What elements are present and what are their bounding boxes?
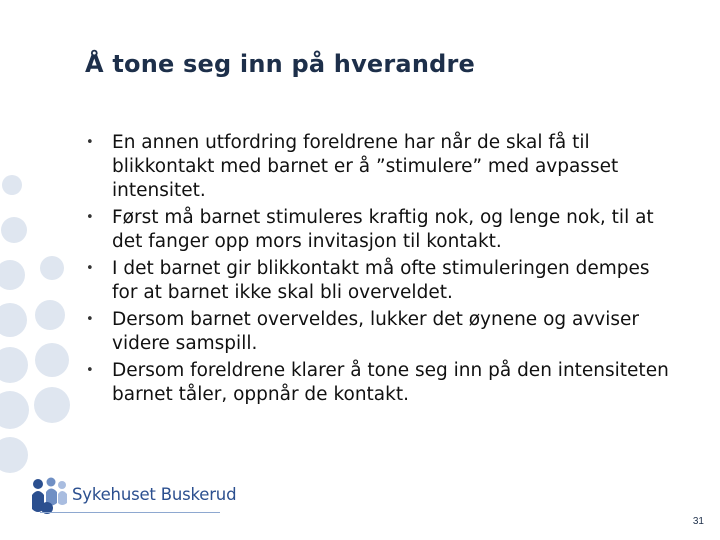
bullet-item: • I det barnet gir blikkontakt må ofte stimuleringen dempes for at barnet ikke skal bli overveldet. <box>86 257 676 305</box>
bullet-item: • Først må barnet stimuleres kraftig nok, og lenge nok, til at det fanger opp mors invitasjon til kontakt. <box>86 206 676 254</box>
bullet-item: • Dersom barnet overveldes, lukker det øynene og avviser videre samspill. <box>86 308 676 356</box>
slide-title: Å tone seg inn på hverandre <box>85 50 476 78</box>
logo-text: Sykehuset Buskerud <box>72 485 237 504</box>
bullet-list <box>86 131 676 410</box>
bullet-item: • Dersom foreldrene klarer å tone seg inn på den intensiteten barnet tåler, oppnår de kontakt. <box>86 359 676 407</box>
footer-divider <box>40 512 220 513</box>
page-number: 31 <box>692 516 704 527</box>
bullet-item: • En annen utfordring foreldrene har når de skal få til blikkontakt med barnet er å ”stimulere” med avpasset intensitet. <box>86 131 676 203</box>
